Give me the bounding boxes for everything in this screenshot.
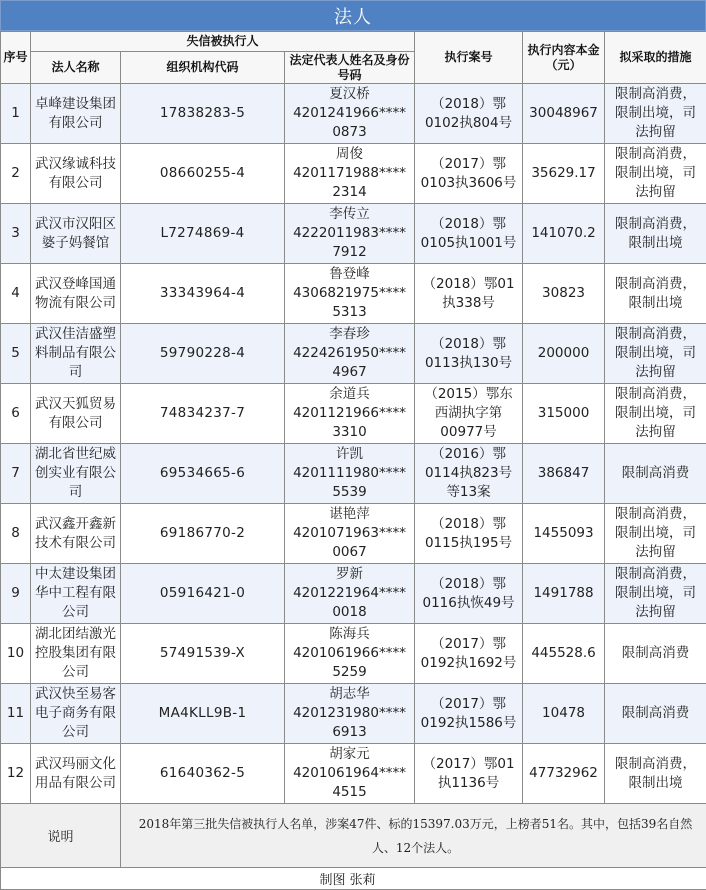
legal-representative: 胡志华 4201231980**** 6913 — [285, 684, 415, 744]
note-text: 2018年第三批失信被执行人名单，涉案47件、标的15397.03万元，上榜者51名。其中，包括39名自然人、12个法人。 — [121, 804, 706, 868]
measures: 限制高消费， 限制出境 — [605, 204, 706, 264]
measures: 限制高消费， 限制出境，司 法拘留 — [605, 324, 706, 384]
enterprise-name: 武汉缘诚科技有限公司 — [31, 144, 121, 204]
case-number: （2017）鄂 0192执1692号 — [415, 624, 523, 684]
table-body — [1, 84, 706, 804]
table-row — [1, 144, 706, 204]
org-code: 69534665-6 — [121, 444, 285, 504]
enterprise-name: 湖北团结激光控股集团有限公司 — [31, 624, 121, 684]
row-index: 9 — [1, 564, 31, 624]
table-row — [1, 684, 706, 744]
measures: 限制高消费， 限制出境，司 法拘留 — [605, 564, 706, 624]
legal-representative: 李传立 4222011983**** 7912 — [285, 204, 415, 264]
case-number: （2017）鄂01 执1136号 — [415, 744, 523, 804]
dishonest-enterprises-table — [0, 31, 706, 890]
enterprise-name: 卓峰建设集团有限公司 — [31, 84, 121, 144]
legal-representative: 鲁登峰 4306821975**** 5313 — [285, 264, 415, 324]
legal-representative: 李春珍 4224261950**** 4967 — [285, 324, 415, 384]
row-index: 12 — [1, 744, 31, 804]
row-index: 2 — [1, 144, 31, 204]
header-case-no: 执行案号 — [415, 32, 523, 84]
case-number: （2018）鄂 0115执195号 — [415, 504, 523, 564]
measures: 限制高消费， 限制出境，司 法拘留 — [605, 504, 706, 564]
enterprise-name: 中太建设集团华中工程有限公司 — [31, 564, 121, 624]
principal-amount: 141070.2 — [523, 204, 605, 264]
table-row — [1, 504, 706, 564]
principal-amount: 1491788 — [523, 564, 605, 624]
principal-amount: 10478 — [523, 684, 605, 744]
table-row — [1, 744, 706, 804]
enterprise-name: 湖北省世纪威创实业有限公司 — [31, 444, 121, 504]
legal-representative: 胡家元 4201061964**** 4515 — [285, 744, 415, 804]
case-number: （2018）鄂01 执338号 — [415, 264, 523, 324]
case-number: （2018）鄂 0113执130号 — [415, 324, 523, 384]
row-index: 11 — [1, 684, 31, 744]
row-index: 7 — [1, 444, 31, 504]
org-code: 33343964-4 — [121, 264, 285, 324]
note-label: 说明 — [1, 804, 121, 868]
legal-representative: 夏汉桥 4201241966**** 0873 — [285, 84, 415, 144]
case-number: （2018）鄂 0102执804号 — [415, 84, 523, 144]
legal-representative: 周俊 4201171988**** 2314 — [285, 144, 415, 204]
header-amount: 执行内容本金（元） — [523, 32, 605, 84]
org-code: 69186770-2 — [121, 504, 285, 564]
table-row — [1, 84, 706, 144]
org-code: 61640362-5 — [121, 744, 285, 804]
enterprise-name: 武汉快至易客电子商务有限公司 — [31, 684, 121, 744]
row-index: 6 — [1, 384, 31, 444]
org-code: 57491539-X — [121, 624, 285, 684]
enterprise-name: 武汉登峰国通物流有限公司 — [31, 264, 121, 324]
header-org-code: 组织机构代码 — [121, 52, 285, 84]
principal-amount: 445528.6 — [523, 624, 605, 684]
legal-representative: 罗新 4201221964**** 0018 — [285, 564, 415, 624]
org-code: 17838283-5 — [121, 84, 285, 144]
row-index: 1 — [1, 84, 31, 144]
measures: 限制高消费， 限制出境，司 法拘留 — [605, 144, 706, 204]
measures: 限制高消费， 限制出境，司 法拘留 — [605, 384, 706, 444]
principal-amount: 200000 — [523, 324, 605, 384]
enterprise-name: 武汉市汉阳区婆子妈餐馆 — [31, 204, 121, 264]
case-number: （2016）鄂 0114执823号 等13案 — [415, 444, 523, 504]
enterprise-name: 武汉玛丽文化用品有限公司 — [31, 744, 121, 804]
org-code: 05916421-0 — [121, 564, 285, 624]
chart-credit: 制图 张莉 — [1, 868, 706, 890]
principal-amount: 315000 — [523, 384, 605, 444]
row-index: 10 — [1, 624, 31, 684]
case-number: （2017）鄂 0103执3606号 — [415, 144, 523, 204]
header-index: 序号 — [1, 32, 31, 84]
measures: 限制高消费， 限制出境 — [605, 264, 706, 324]
row-index: 8 — [1, 504, 31, 564]
org-code: 59790228-4 — [121, 324, 285, 384]
principal-amount: 35629.17 — [523, 144, 605, 204]
principal-amount: 386847 — [523, 444, 605, 504]
legal-representative: 许凯 4201111980**** 5539 — [285, 444, 415, 504]
principal-amount: 47732962 — [523, 744, 605, 804]
row-index: 3 — [1, 204, 31, 264]
header-measures: 拟采取的措施 — [605, 32, 706, 84]
table-row — [1, 444, 706, 504]
header-name: 法人名称 — [31, 52, 121, 84]
org-code: 08660255-4 — [121, 144, 285, 204]
org-code: MA4KLL9B-1 — [121, 684, 285, 744]
table-title: 法人 — [0, 0, 706, 31]
table-row — [1, 624, 706, 684]
measures: 限制高消费 — [605, 684, 706, 744]
enterprise-name: 武汉佳洁盛塑料制品有限公司 — [31, 324, 121, 384]
case-number: （2017）鄂 0192执1586号 — [415, 684, 523, 744]
enterprise-name: 武汉鑫开鑫新技术有限公司 — [31, 504, 121, 564]
table-row — [1, 204, 706, 264]
measures: 限制高消费， 限制出境 — [605, 744, 706, 804]
legal-representative: 陈海兵 4201061966**** 5259 — [285, 624, 415, 684]
table-row — [1, 384, 706, 444]
legal-representative: 余道兵 4201121966**** 3310 — [285, 384, 415, 444]
table-row — [1, 264, 706, 324]
table-row — [1, 564, 706, 624]
principal-amount: 30048967 — [523, 84, 605, 144]
header-group: 失信被执行人 — [31, 32, 415, 52]
row-index: 5 — [1, 324, 31, 384]
case-number: （2018）鄂 0105执1001号 — [415, 204, 523, 264]
case-number: （2018）鄂 0116执恢49号 — [415, 564, 523, 624]
org-code: 74834237-7 — [121, 384, 285, 444]
principal-amount: 1455093 — [523, 504, 605, 564]
principal-amount: 30823 — [523, 264, 605, 324]
header-rep: 法定代表人姓名及身份号码 — [285, 52, 415, 84]
legal-representative: 谌艳萍 4201071963**** 0067 — [285, 504, 415, 564]
row-index: 4 — [1, 264, 31, 324]
table-row — [1, 324, 706, 384]
case-number: （2015）鄂东 西湖执字第 00977号 — [415, 384, 523, 444]
measures: 限制高消费 — [605, 444, 706, 504]
org-code: L7274869-4 — [121, 204, 285, 264]
enterprise-name: 武汉天狐贸易有限公司 — [31, 384, 121, 444]
measures: 限制高消费， 限制出境，司 法拘留 — [605, 84, 706, 144]
measures: 限制高消费 — [605, 624, 706, 684]
